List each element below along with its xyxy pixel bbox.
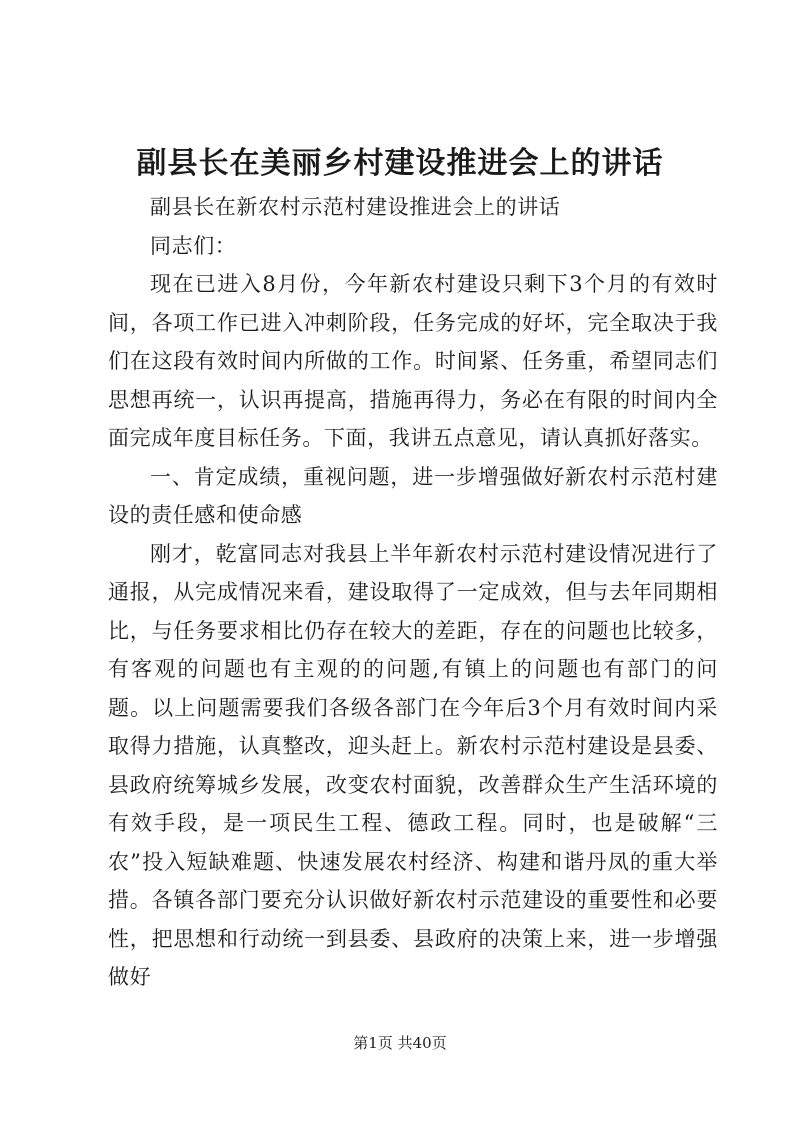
section-heading-paragraph: 一、肯定成绩，重视问题，进一步增强做好新农村示范村建设的责任感和使命感 bbox=[108, 464, 718, 527]
body-paragraph: 现在已进入8月份，今年新农村建设只剩下3个月的有效时间，各项工作已进入冲刺阶段，任务完成的好坏，完全取决于我们在这段有效时间内所做的工作。时间紧、任务重，希望同志们思想再统一，认识再提高，措施再得力，务必在有限的时间内全面完成年度目标任务。下面，我讲五点意见，请认真抓好落实。 bbox=[108, 272, 718, 450]
document-title: 副县长在美丽乡村建设推进会上的讲话 bbox=[136, 146, 664, 181]
document-body bbox=[108, 188, 718, 997]
salutation-paragraph: 同志们： bbox=[150, 233, 237, 258]
subtitle-paragraph: 副县长在新农村示范村建设推进会上的讲话 bbox=[150, 195, 561, 219]
page-number-footer: 第1页 共40页 bbox=[353, 1034, 447, 1052]
body-paragraph: 刚才，乾富同志对我县上半年新农村示范村建设情况进行了通报，从完成情况来看，建设取得了一定成效，但与去年同期相比，与任务要求相比仍存在较大的差距，存在的问题也比较多，有客观的问题也有主观的的问题,有镇上的问题也有部门的问题。以上问题需要我们各级各部门在今年后3个月有效时间内采取得力措施，认真整改，迎头赶上。新农村示范村建设是县委、县政府统筹城乡发展，改变农村面貌，改善群众生产生活环境的有效手段，是一项民生工程、德政工程。同时，也是破解“三农”投入短缺难题、快速发展农村经济、构建和谐丹凤的重大举措。各镇各部门要充分认识做好新农村示范建设的重要性和必要性，把思想和行动统一到县委、县政府的决策上来，进一步增强做好 bbox=[108, 541, 718, 989]
